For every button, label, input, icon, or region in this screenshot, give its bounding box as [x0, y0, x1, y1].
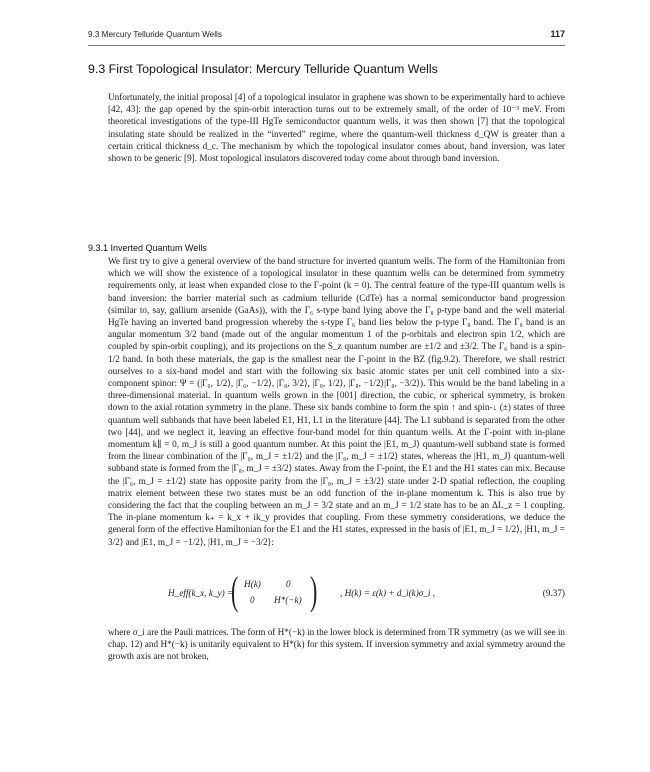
subsection-title: 9.3.1 Inverted Quantum Wells — [88, 243, 207, 253]
matrix-cell-12: 0 — [286, 579, 291, 589]
left-paren: ( — [230, 568, 239, 613]
block-matrix — [230, 568, 318, 615]
equation-rhs: , H(k) = ε(k) + d_i(k)σ_i , — [340, 588, 436, 598]
equation-number: (9.37) — [542, 588, 565, 598]
paragraph-inverted-wells: We first try to give a general overview of the band structure for inverted quantum wells. The form of the Hamiltonian from which we will show the existence of a topological insulator in these quantum wells can be determined from symmetry requirements only, at least when expanded close to the Γ-point (k = 0). The central feature of the type-III quantum wells is band inversion: the barrier material such as cadmium telluride (CdTe) has a normal semiconductor band progression (similar to, say, gallium arsenide (GaAs)), with the Γ₆ s-type band lying above the Γ₈ p-type band and the well material HgTe having an inverted band progression whereby the s-type Γ₆ band lies below the p-type Γ₈ band. The Γ₈ band is an angular momentum 3/2 band (made out of the angular momentum 1 of the p-orbitals and electron spin 1/2, which are coupled by spin-orbit coupling), and its projections on the S_z quantum number are ±1/2 and ±3/2. The Γ₆ band is a spin-1/2 band. In both these materials, the gap is the smallest near the Γ-point in the BZ (fig.9.2). Therefore, we shall restrict ourselves to a six-band model and start with the following six basic atomic states per unit cell combined into a six-component spinor: Ψ = (|Γ₆, 1/2⟩, |Γ₆, −1/2⟩, |Γ₈, 3/2⟩, |Γ₈, 1/2⟩, |Γ₈, −1/2⟩|Γ₈, −3/2⟩). This would be the band labeling in a three-dimensional material. In quantum wells grown in the [001] direction, the cubic, or spherical symmetry, is broken down to the axial rotation symmetry in the plane. These six bands combine to form the spin ↑ and spin-↓ (±) states of three quantum well subbands that have been labeled E1, H1, L1 in the literature [44]. The L1 subband is separated from the other two [44], and we neglect it, leaving an effective four-band model for thin quantum wells. At the Γ-point with in-plane momentum k∥ = 0, m_J is still a good quantum number. At this point the |E1, m_J⟩ quantum-well subband state is formed from the linear combination of the |Γ₆, m_J = ±1/2⟩ and the |Γ₈, m_J = ±1/2⟩ states, whereas the |H1, m_J⟩ quantum-well subband state is formed from the |Γ₈, m_J = ±3/2⟩ states. Away from the Γ-point, the E1 and the H1 states can mix. Because the |Γ₆, m_J = ±1/2⟩ state has opposite parity from the |Γ₈, m_J = ±3/2⟩ state under 2-D spatial reflection, the coupling matrix element between these two states must be an odd function of the in-plane momentum k. This is also true by considering the fact that the coupling between an m_J = 3/2 state and an m_J = 1/2 state has to be an ΔL_z = 1 coupling. The in-plane momentum k₊ = k_x + ik_y provides that coupling. From these symmetry considerations, we deduce the general form of the effective Hamiltonian for the E1 and the H1 states, expressed in the basis of |E1, m_J = 1/2⟩, |H1, m_J = 3/2⟩ and |E1, m_J = −1/2⟩, |H1, m_J = −3/2⟩: — [108, 256, 565, 547]
header-rule — [88, 45, 565, 46]
page-number: 117 — [550, 29, 565, 39]
paragraph-intro: Unfortunately, the initial proposal [4] of a topological insulator in graphene was shown to be experimentally hard to achieve [42, 43]: the gap opened by the spin-orbit interaction turns out to be extremely small, of the order of 10⁻³ meV. From theoretical investigations of the type-III HgTe semiconductor quantum wells, it was then shown [7] that the topological insulating state should be realized in the “inverted” regime, where the quantum-well thickness d_QW is greater than a certain critical thickness d_c. The mechanism by which the topological insulator comes about, band inversion, was later shown to be generic [9]. Most topological insulators discovered today come about through band inversion. — [108, 92, 565, 164]
matrix-cell-21: 0 — [250, 595, 255, 605]
running-header — [88, 30, 565, 44]
paragraph-pauli: where σ_i are the Pauli matrices. The form of H*(−k) in the lower block is determined from TR symmetry (as we will see in chap. 12) and H*(−k) is unitarily equivalent to H*(k) for this system. If inversion symmetry and axial symmetry around the growth axis are not broken, — [108, 627, 565, 662]
matrix-cell-22: H*(−k) — [274, 595, 302, 605]
matrix-cell-11: H(k) — [244, 579, 261, 589]
section-title: 9.3 First Topological Insulator: Mercury Telluride Quantum Wells — [88, 62, 438, 76]
right-paren: ) — [309, 568, 318, 613]
equation-lhs: H_eff(k_x, k_y) = — [168, 588, 234, 598]
equation-9-37 — [108, 568, 565, 617]
running-title: 9.3 Mercury Telluride Quantum Wells — [88, 30, 222, 39]
